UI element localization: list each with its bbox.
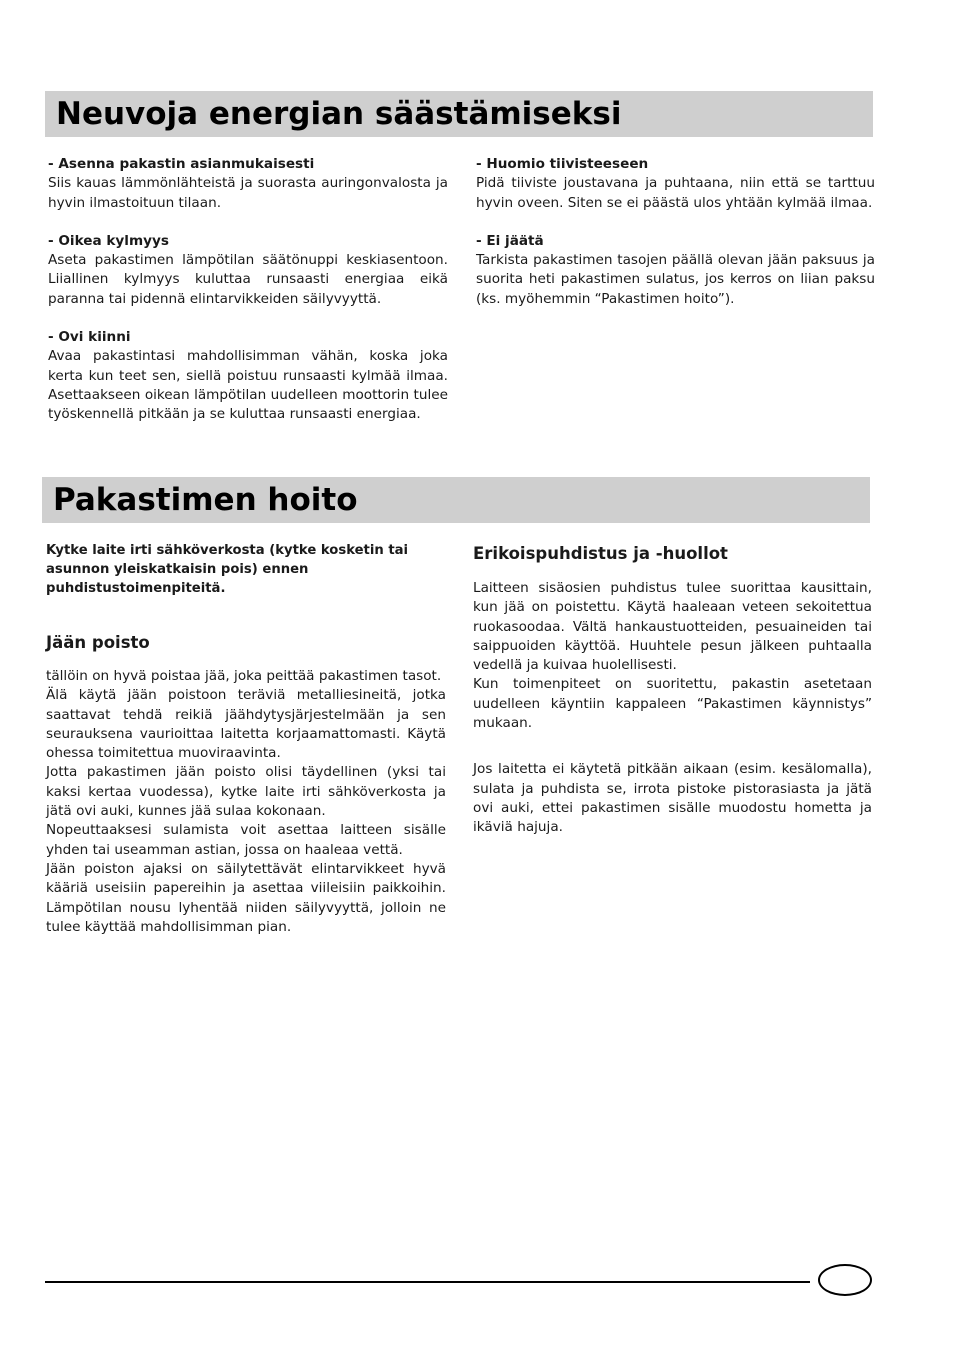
paragraph: tällöin on hyvä poistaa jää, joka peittää pakastimen tasot.: [46, 668, 442, 684]
paragraph: Jotta pakastimen jään poisto olisi täydellinen (yksi tai kaksi kertaa vuodessa), kytke laite irti sähköverkosta ja jätä ovi auki, kunnes jää sulaa kokonaan.: [46, 764, 446, 820]
paragraph: Nopeuttaaksesi sulamista voit asettaa laitteen sisälle yhden tai useamman astian, jossa on haaleaa vettä.: [46, 822, 446, 858]
paragraph: Jään poiston ajaksi on säilytettävät elintarvikkeet hyvä kääriä useisiin papereihin ja asettaa viileisiin paikkoihin. Lämpötilan nousu lyhentää niiden säilyvyyttä, jolloin ne tulee käyttää mahdollisimman pian.: [46, 860, 446, 935]
page-number-badge: [818, 1264, 872, 1296]
care-left-column: [46, 541, 446, 937]
care-right-column: [473, 543, 872, 838]
paragraph: Laitteen sisäosien puhdistus tulee suorittaa kausittain, kun jää on poistettu. Käytä haaleaan veteen sekoitettua ruokasoodaa. Vältä hankaustuotteiden, pesuaineiden tai saippuoiden käyttöä. Huuhtele pesun jälkeen puhtaalla vedellä ja kuivaa huolellisesti.: [473, 580, 872, 674]
tip-heading: - Ei jäätä: [476, 232, 544, 249]
energy-tips-left-column: [48, 155, 448, 425]
tip-heading: - Asenna pakastin asianmukaisesti: [48, 156, 315, 172]
special-cleaning-heading: Erikoispuhdistus ja -huollot: [473, 544, 728, 563]
paragraph: Jos laitetta ei käytetä pitkään aikaan (esim. kesälomalla), sulata ja puhdista se, irrota pistoke pistorasiasta ja jätä ovi auki, ettei pakastimen sisälle muodostu hometta ja ikäviä hajuja.: [473, 761, 872, 836]
section-title-energy: Neuvoja energian säästämiseksi: [45, 91, 873, 137]
tip-text: Pidä tiiviste joustavana ja puhtaana, niin että se tarttuu hyvin oveen. Siten se ei päästä ulos yhtään kylmää ilmaa.: [476, 175, 875, 211]
tip-heading: - Oikea kylmyys: [48, 232, 169, 249]
tip-text: Tarkista pakastimen tasojen päällä olevan jään paksuus ja suorita heti pakastimen sulatus, jos kerros on liian paksu (ks. myöhemmin “Pakastimen hoito”).: [476, 252, 875, 307]
energy-tips-right-column: [476, 155, 875, 309]
paragraph: Älä käytä jään poistoon teräviä metalliesineitä, jotka saattavat tehdä reikiä jäähdytysjärjestelmään ja sen seurauksena vaurioittaa laitetta korjaamattomasti. Käytä ohessa toimitettua muoviraavinta.: [46, 687, 446, 762]
tip-text: Aseta pakastimen lämpötilan säätönuppi keskiasentoon. Liiallinen kylmyys kuluttaa runsaasti energiaa eikä paranna tai pidennä elintarvikkeiden säilyvyyttä.: [48, 252, 448, 307]
tip-heading: - Ovi kiinni: [48, 329, 131, 346]
footer-rule: [45, 1281, 810, 1283]
defrost-heading: Jään poisto: [46, 633, 150, 652]
tip-heading: - Huomio tiivisteeseen: [476, 156, 649, 172]
tip-text: Siis kauas lämmönlähteistä ja suorasta auringonvalosta ja hyvin ilmastoituun tilaan.: [48, 175, 448, 211]
safety-warning: Kytke laite irti sähköverkosta (kytke kosketin tai asunnon yleiskatkaisin pois) ennen puhdistustoimenpiteitä.: [46, 543, 409, 596]
section-title-care: Pakastimen hoito: [42, 477, 870, 523]
paragraph: Kun toimenpiteet on suoritettu, pakastin asetetaan uudelleen käyntiin kappaleen “Pakastimen käynnistys” mukaan.: [473, 676, 872, 732]
tip-text: Avaa pakastintasi mahdollisimman vähän, koska joka kerta kun teet sen, siellä poistuu runsaasti kylmää ilmaa. Asettaakseen oikean lämpötilan uudelleen moottorin tulee työskennellä pitkään ja se kuluttaa runsaasti energiaa.: [48, 348, 448, 423]
